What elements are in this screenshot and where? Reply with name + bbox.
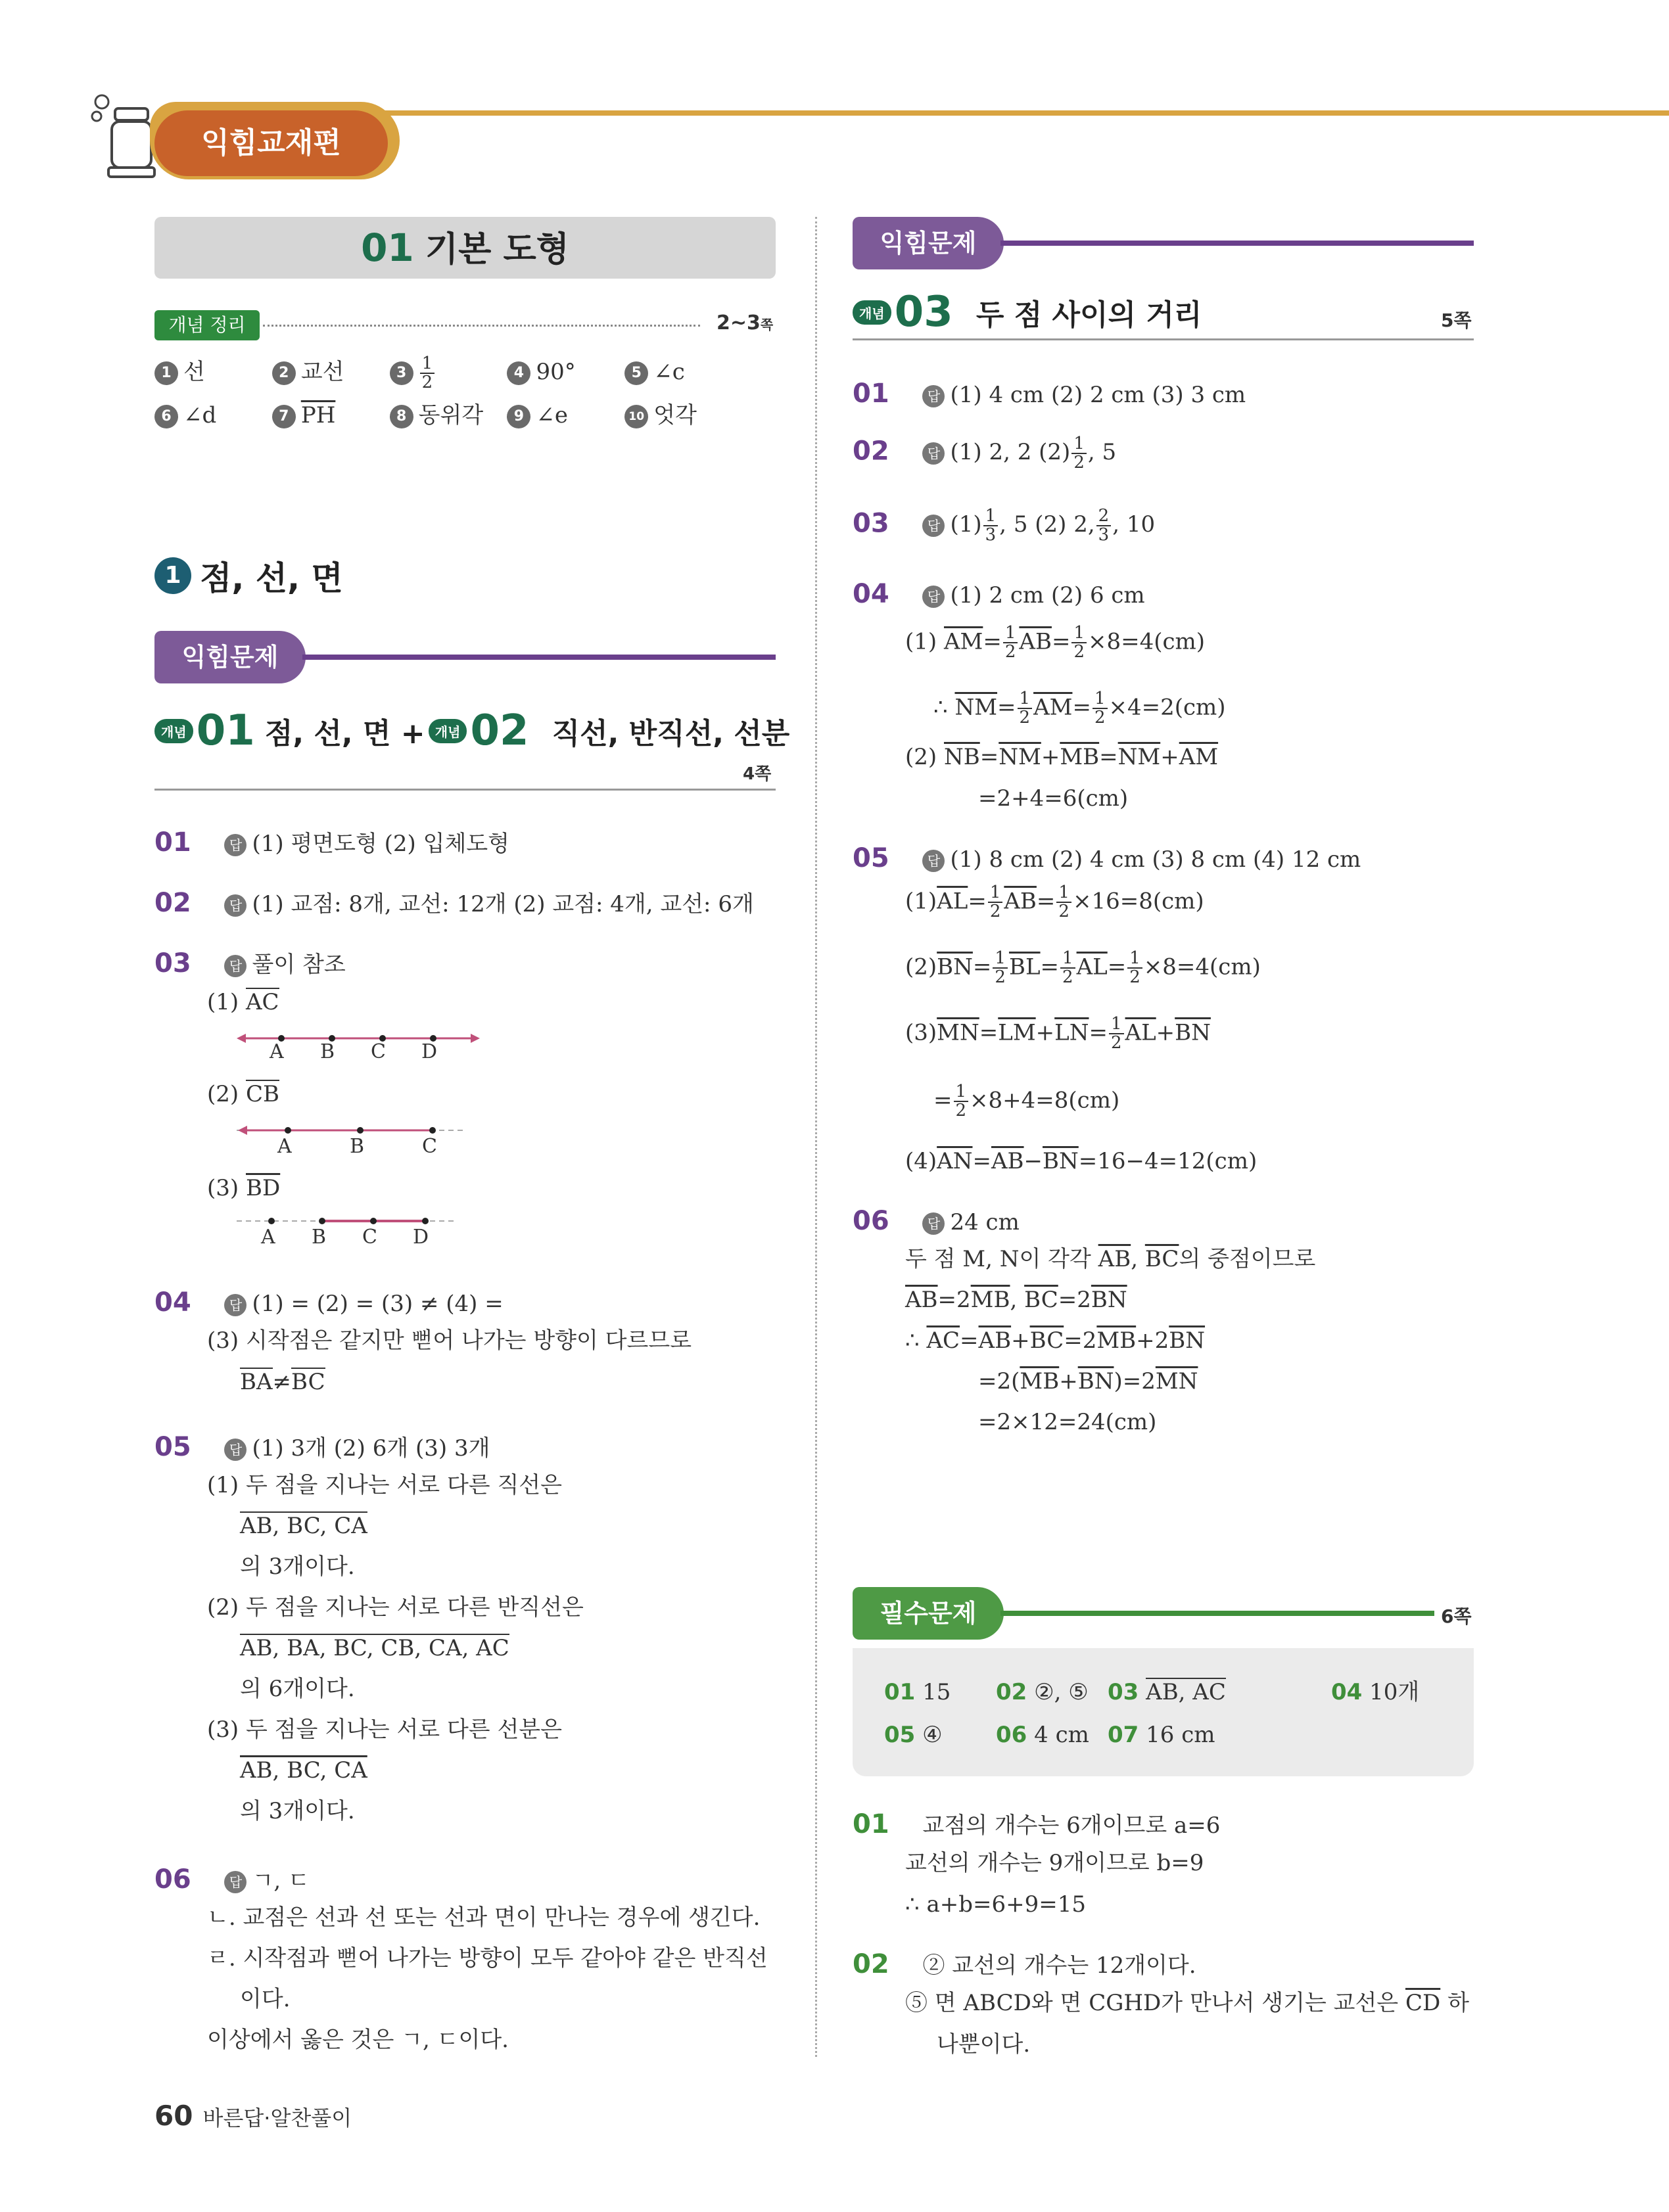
concept-answer: ∠c: [653, 359, 685, 386]
line-symbol-ac: AC: [245, 989, 279, 1015]
answer-badge: 답: [224, 834, 247, 856]
right-q04: [853, 578, 1145, 610]
answer-text: (1) 교점: 8개, 교선: 12개 (2) 교점: 4개, 교선: 6개: [252, 891, 754, 917]
q06r-line-1: 두 점 M, N이 각각 $\overline{AB}$, $\overline{BC}$의 중점이므로: [905, 1246, 1316, 1272]
explain-line: 교점의 개수는 6개이므로 a=6: [922, 1812, 1221, 1839]
q06r-line-5: =2×12=24(cm): [978, 1409, 1157, 1435]
concept-number: 01: [196, 706, 255, 755]
question-number: 02: [154, 888, 191, 918]
footer-title: 바른답·알찬풀이: [202, 2106, 352, 2131]
answer-text: ㄱ, ㄷ: [252, 1868, 310, 1894]
answer-text: (1) 3개 (2) 6개 (3) 3개: [252, 1435, 490, 1462]
point-label: C: [422, 1135, 437, 1158]
question-number: 01: [853, 1809, 889, 1839]
answer-badge: 답: [224, 1294, 247, 1316]
required-value: 16 cm: [1146, 1722, 1215, 1748]
q05-e3b: AB, BC, CA: [240, 1757, 367, 1784]
concept-num: 7: [272, 405, 296, 428]
question-number: 06: [853, 1206, 889, 1236]
required-q01-l2: 교선의 개수는 9개이므로 b=9: [905, 1850, 1204, 1876]
concept-num: 4: [507, 361, 530, 385]
concept-row-2: [154, 402, 735, 429]
answer-badge: 답: [224, 1439, 247, 1461]
question-number: 02: [853, 1949, 889, 1979]
right-practice-heading: [853, 288, 1202, 336]
concept-pages-suffix: 쪽: [760, 317, 774, 333]
required-num: 01: [884, 1679, 916, 1705]
concept-num: 10: [624, 405, 648, 428]
concept-chip: 개념: [853, 300, 891, 325]
q06-e1: ㄴ. 교점은 선과 선 또는 선과 면이 만나는 경우에 생긴다.: [207, 1904, 761, 1931]
concept-answer: 90°: [536, 359, 576, 386]
q06-e3: 이다.: [240, 1986, 291, 2012]
concept-num: 3: [390, 361, 413, 385]
left-practice-page: 4쪽: [743, 764, 772, 784]
concept-title: 두 점 사이의 거리: [976, 298, 1202, 332]
explain-line: ② 교선의 개수는 12개이다.: [922, 1952, 1196, 1979]
concept-number: 03: [894, 288, 953, 336]
q03-fig3-labels: [261, 1226, 463, 1249]
q05-e1b: AB, BC, CA: [240, 1513, 367, 1539]
required-value: AB, AC: [1146, 1679, 1226, 1705]
point-label: A: [270, 1040, 284, 1063]
concept-chip: 개념: [429, 719, 467, 743]
right-practice-bar-line: [1000, 241, 1474, 246]
left-practice-rule: [154, 789, 776, 791]
answer-badge: 답: [922, 515, 945, 537]
point-label: D: [413, 1226, 429, 1249]
q04-line-2: ∴ $\overline{NM}=$ $\frac{1}{2}$ $\overline{AM}=$ $\frac{1}{2}$ ×4=2(cm): [933, 689, 1226, 728]
required-value: 15: [922, 1679, 951, 1705]
required-value: 10개: [1369, 1679, 1420, 1705]
required-row-2: [884, 1722, 1331, 1749]
q04-line-1: (1) $\overline{AM}=$ $\frac{1}{2}$ $\overline{AB}=$ $\frac{1}{2}$ ×8=4(cm): [905, 623, 1206, 662]
question-number: 03: [853, 508, 889, 539]
q03-fig1-labels: [270, 1040, 472, 1063]
question-number: 04: [154, 1287, 191, 1318]
q05-e3c: 의 3개이다.: [240, 1798, 355, 1824]
q05-e2b: AB, BA, BC, CB, CA, AC: [240, 1635, 509, 1661]
chapter-num: 01: [361, 225, 414, 270]
left-practice-heading: [154, 706, 789, 755]
column-divider: [815, 217, 817, 2057]
concept-pages: [717, 311, 773, 334]
concept-number: 02: [470, 706, 529, 755]
question-number: 06: [154, 1864, 191, 1895]
right-q05: [853, 842, 1361, 874]
section-1-heading: [154, 552, 343, 599]
right-practice-bar: 익힘문제: [853, 217, 1004, 269]
concept-answer: 동위각: [418, 402, 484, 428]
left-q02: [154, 887, 754, 919]
q05-line-4: = $\frac{1}{2}$ ×8+4=8(cm): [933, 1082, 1120, 1121]
q03-sub3: (3) $\overline{BD}$: [207, 1175, 281, 1201]
question-number: 05: [853, 843, 889, 873]
answer-badge: 답: [224, 955, 247, 977]
answer-text: (1) 평면도형 (2) 입체도형: [252, 831, 509, 857]
required-q02-l2: ⑤ 면 ABCD와 면 CGHD가 만나서 생기는 교선은 $\overline{CD}$ 하: [905, 1990, 1469, 2016]
left-q05: [154, 1431, 490, 1463]
required-bar: 필수문제: [853, 1587, 1004, 1640]
chapter-title-box: [154, 217, 776, 279]
left-q01: [154, 827, 509, 858]
q04-explain-2: BA≠BC: [240, 1369, 325, 1395]
left-q03: [154, 948, 346, 979]
required-num: 02: [996, 1679, 1027, 1705]
q05-line-2: $(2)\overline{BN}=$ $\frac{1}{2}$ $\overline{BL}=$ $\frac{1}{2}$ $\overline{AL}=$ $\frac{1}{2}$ ×8=4(cm): [905, 948, 1261, 988]
right-q01: [853, 378, 1246, 409]
right-practice-page: 5쪽: [1441, 310, 1472, 331]
question-number: 01: [154, 827, 191, 858]
answer-badge: 답: [922, 442, 945, 465]
q05-line-5: $(4)\overline{AN}=\overline{AB}-\overline{BN}=16-4=12(cm)$: [905, 1148, 1258, 1174]
answer-text: (1) 8 cm (2) 4 cm (3) 8 cm (4) 12 cm: [950, 846, 1361, 873]
concept-title: 점, 선, 면 +: [264, 717, 425, 750]
answer-badge: 답: [224, 1871, 247, 1893]
right-q06: [853, 1205, 1020, 1237]
question-number: 05: [154, 1432, 191, 1462]
concept-num: 2: [272, 361, 296, 385]
required-q02: [853, 1948, 1196, 1980]
concept-num: 5: [624, 361, 648, 385]
q05-e2: (2) 두 점을 지나는 서로 다른 반직선은: [207, 1594, 584, 1621]
q04-explain-1: (3) 시작점은 같지만 뻗어 나가는 방향이 다르므로: [207, 1327, 692, 1354]
point-label: A: [261, 1226, 275, 1249]
concept-answer: ∠d: [183, 402, 217, 428]
point-label: B: [320, 1040, 335, 1063]
point-label: B: [350, 1135, 365, 1158]
required-num: 06: [996, 1722, 1027, 1748]
answer-badge: 답: [224, 894, 247, 917]
left-q04: [154, 1287, 504, 1318]
required-value: ④: [922, 1722, 943, 1748]
concept-label: 개념 정리: [154, 310, 260, 340]
concept-answer: 교선: [300, 359, 344, 386]
question-number: 02: [853, 436, 889, 467]
q05-line-1: $(1)\overline{AL}=$ $\frac{1}{2}$ $\overline{AB}=$ $\frac{1}{2}$ ×16=8(cm): [905, 883, 1204, 922]
required-page: 6쪽: [1441, 1605, 1472, 1627]
answer-text: 풀이 참조: [252, 952, 346, 978]
concept-num: 6: [154, 405, 178, 428]
q05-e1c: 의 3개이다.: [240, 1554, 355, 1580]
required-q02-l3: 나뿐이다.: [937, 2031, 1031, 2058]
question-number: 04: [853, 579, 889, 609]
answer-text: 24 cm: [950, 1209, 1020, 1235]
concept-dotline: [263, 325, 700, 327]
left-q06: [154, 1864, 310, 1895]
required-row-1: [884, 1679, 1443, 1706]
section-title: 점, 선, 면: [200, 559, 343, 597]
header-tag: 익힘교재편: [154, 110, 388, 176]
point-label: B: [312, 1226, 327, 1249]
q05-e1: (1) 두 점을 지나는 서로 다른 직선은: [207, 1472, 562, 1498]
point-label: D: [421, 1040, 438, 1063]
required-num: 04: [1331, 1679, 1363, 1705]
header-line: [368, 110, 1669, 116]
concept-answer: $\overline{PH}$: [300, 402, 336, 428]
q03-fig2-labels: [277, 1135, 494, 1158]
answer-badge: 답: [922, 850, 945, 872]
answer-text: (1) 4 cm (2) 2 cm (3) 3 cm: [950, 382, 1246, 408]
required-num: 07: [1108, 1722, 1139, 1748]
point-label: A: [277, 1135, 292, 1158]
answer-badge: 답: [922, 586, 945, 608]
right-practice-rule: [853, 338, 1474, 340]
q06-e2: ㄹ. 시작점과 뻗어 나가는 방향이 모두 같아야 같은 반직선: [207, 1945, 768, 1971]
q03-sub1: (1) AC: [207, 989, 279, 1015]
q05-e2c: 의 6개이다.: [240, 1676, 355, 1702]
required-num: 05: [884, 1722, 916, 1748]
required-value: ②, ⑤: [1034, 1679, 1089, 1705]
answer-text: (1) = (2) = (3) ≠ (4) =: [252, 1291, 504, 1317]
answer-text: (1) 2 cm (2) 6 cm: [950, 582, 1145, 609]
point-label: C: [371, 1040, 386, 1063]
q03-sub2: (2) CB: [207, 1081, 279, 1107]
concept-answer: 엇각: [653, 402, 697, 428]
right-q02: 02 답 (1) 2, 2 (2) $\frac{1}{2}$ , 5: [853, 434, 1117, 473]
question-number: 01: [853, 379, 889, 409]
concept-num: 9: [507, 405, 530, 428]
concept-chip: 개념: [154, 719, 193, 743]
q04-line-3: (2) $\overline{NB}=\overline{NM}+\overline{MB}=\overline{NM}+\overline{AM}$: [905, 744, 1219, 770]
segment-symbol-bd: $\overline{BD}$: [245, 1175, 281, 1201]
section-badge: 1: [154, 557, 191, 594]
q06r-line-2: $\overline{AB}=2\overline{MB}$, $\overline{BC}=2\overline{BN}$: [905, 1287, 1127, 1313]
ray-symbol-cb: CB: [245, 1081, 279, 1107]
required-answer-box: [853, 1648, 1474, 1776]
concept-title: 직선, 반직선, 선분: [552, 717, 790, 750]
required-q01-l3: ∴ a+b=6+9=15: [905, 1891, 1086, 1918]
q05-e3: (3) 두 점을 지나는 서로 다른 선분은: [207, 1717, 562, 1743]
page-number: 60: [154, 2100, 193, 2132]
required-value: 4 cm: [1034, 1722, 1089, 1748]
answer-badge: 답: [922, 385, 945, 407]
left-practice-bar-line: [302, 655, 776, 660]
concept-answer: 선: [183, 359, 205, 386]
concept-fraction: $\frac{1}{2}$: [420, 355, 435, 392]
footer: [154, 2100, 352, 2132]
q04-line-4: =2+4=6(cm): [978, 785, 1129, 812]
answer-badge: 답: [922, 1212, 945, 1235]
required-bar-line: [1000, 1611, 1434, 1616]
point-label: C: [362, 1226, 377, 1249]
concept-row-1: [154, 355, 735, 392]
chapter-title: 기본 도형: [425, 230, 569, 269]
left-practice-bar: 익힘문제: [154, 631, 306, 683]
q06r-line-3: ∴ $\overline{AC}=\overline{AB}+\overline{BC}=2\overline{MB}+2\overline{BN}$: [905, 1327, 1206, 1354]
question-number: 03: [154, 948, 191, 979]
concept-pages-range: 2~3: [717, 311, 761, 334]
concept-num: 1: [154, 361, 178, 385]
q05-line-3: $(3)\overline{MN}=\overline{LM}+\overline{LN}=$ $\frac{1}{2}$ $\overline{AL}+\overline{BN}$: [905, 1014, 1211, 1053]
required-q01: [853, 1809, 1220, 1840]
concept-num: 8: [390, 405, 413, 428]
q06-e4: 이상에서 옳은 것은 ㄱ, ㄷ이다.: [207, 2027, 509, 2053]
concept-answer: ∠e: [536, 402, 569, 428]
required-num: 03: [1108, 1679, 1139, 1705]
right-q03: 03 답 (1) $\frac{1}{3}$ , 5 (2) 2, $\frac{2}{3}$ , 10: [853, 506, 1156, 545]
q06r-line-4: $=2(\overline{MB}+\overline{BN})=2\overline{MN}$: [978, 1368, 1198, 1394]
